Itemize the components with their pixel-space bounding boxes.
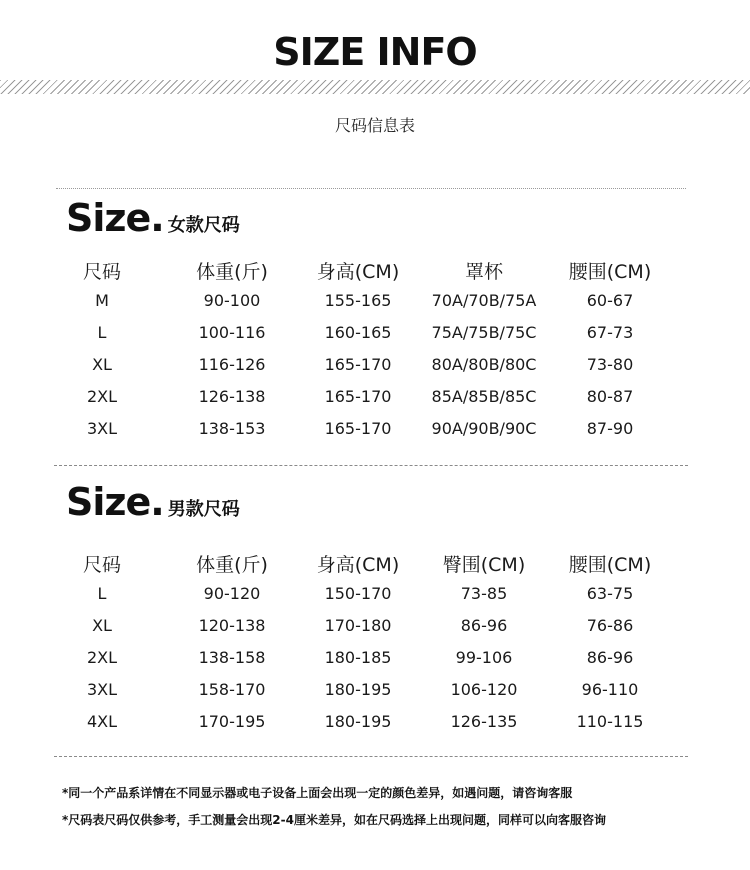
men-size-table [0, 550, 750, 744]
table-cell: 87-90 [586, 419, 634, 438]
table-cell: 126-135 [450, 712, 518, 731]
table-cell: 2XL [86, 387, 118, 406]
table-cell: 4XL [86, 712, 118, 731]
women-section-heading [66, 196, 240, 242]
table-cell: 160-165 [324, 323, 392, 342]
table-cell: 116-126 [198, 355, 266, 374]
table-row [0, 648, 750, 680]
table-cell: 106-120 [450, 680, 518, 699]
table-cell: 63-75 [586, 584, 634, 603]
section-divider [54, 465, 688, 466]
table-cell: 90A/90B/90C [431, 419, 537, 438]
table-cell: 100-116 [198, 323, 266, 342]
table-cell: 138-153 [198, 419, 266, 438]
table-cell: XL [92, 616, 112, 635]
table-cell: XL [92, 355, 112, 374]
men-section-heading [66, 480, 240, 526]
footnote-measurement-tolerance: *尺码表尺码仅供参考，手工测量会出现2-4厘米差异，如在尺码选择上出现问题，同样可以向客服咨询 [62, 813, 606, 827]
table-cell: 155-165 [324, 291, 392, 310]
table-cell: 67-73 [586, 323, 634, 342]
table-cell: 80-87 [586, 387, 634, 406]
table-cell: 85A/85B/85C [431, 387, 537, 406]
table-cell: 165-170 [324, 355, 392, 374]
footnote-color-difference: *同一个产品系详情在不同显示器或电子设备上面会出现一定的颜色差异，如遇问题，请咨询客服 [62, 786, 573, 800]
table-cell: 76-86 [586, 616, 634, 635]
column-header: 体重(斤) [196, 261, 268, 283]
footnotes [62, 784, 722, 838]
table-cell: 70A/70B/75A [431, 291, 537, 310]
table-cell: 138-158 [198, 648, 266, 667]
table-cell: 80A/80B/80C [431, 355, 537, 374]
table-row [0, 387, 750, 419]
table-row [0, 323, 750, 355]
table-cell: 90-120 [203, 584, 261, 603]
table-cell: 75A/75B/75C [431, 323, 537, 342]
table-cell: 170-180 [324, 616, 392, 635]
men-section-label: 男款尺码 [167, 499, 240, 520]
table-cell: L [97, 584, 107, 603]
table-cell: 3XL [86, 419, 118, 438]
table-cell: 110-115 [576, 712, 644, 731]
table-cell: 150-170 [324, 584, 392, 603]
men-section-brand: Size. [66, 480, 164, 524]
table-cell: M [95, 291, 109, 310]
table-row [0, 584, 750, 616]
column-header: 身高(CM) [316, 261, 400, 283]
column-header: 尺码 [82, 261, 122, 283]
table-cell: 86-96 [460, 616, 508, 635]
table-row [0, 712, 750, 744]
table-row [0, 419, 750, 451]
table-cell: L [97, 323, 107, 342]
column-header: 臀围(CM) [442, 554, 526, 576]
column-header: 尺码 [82, 554, 122, 576]
table-row [0, 355, 750, 387]
table-header-row [0, 550, 750, 584]
table-cell: 60-67 [586, 291, 634, 310]
table-cell: 180-195 [324, 712, 392, 731]
section-divider [56, 188, 686, 189]
table-cell: 3XL [86, 680, 118, 699]
table-cell: 96-110 [581, 680, 639, 699]
table-cell: 73-85 [460, 584, 508, 603]
column-header: 腰围(CM) [568, 554, 652, 576]
column-header: 体重(斤) [196, 554, 268, 576]
section-divider [54, 756, 688, 757]
table-cell: 165-170 [324, 419, 392, 438]
table-header-row [0, 257, 750, 291]
table-cell: 170-195 [198, 712, 266, 731]
table-cell: 90-100 [203, 291, 261, 310]
table-cell: 2XL [86, 648, 118, 667]
page-subtitle: 尺码信息表 [334, 116, 415, 135]
column-header: 罩杯 [464, 261, 504, 283]
table-cell: 180-185 [324, 648, 392, 667]
table-row [0, 616, 750, 648]
table-cell: 86-96 [586, 648, 634, 667]
table-cell: 180-195 [324, 680, 392, 699]
women-section-brand: Size. [66, 196, 164, 240]
women-size-table [0, 257, 750, 451]
table-row [0, 291, 750, 323]
table-cell: 165-170 [324, 387, 392, 406]
hatched-divider [0, 80, 750, 94]
table-cell: 73-80 [586, 355, 634, 374]
column-header: 身高(CM) [316, 554, 400, 576]
women-section-label: 女款尺码 [167, 215, 240, 236]
table-cell: 99-106 [455, 648, 513, 667]
table-cell: 126-138 [198, 387, 266, 406]
table-cell: 120-138 [198, 616, 266, 635]
table-cell: 158-170 [198, 680, 266, 699]
column-header: 腰围(CM) [568, 261, 652, 283]
page-title: SIZE INFO [273, 30, 477, 74]
table-row [0, 680, 750, 712]
